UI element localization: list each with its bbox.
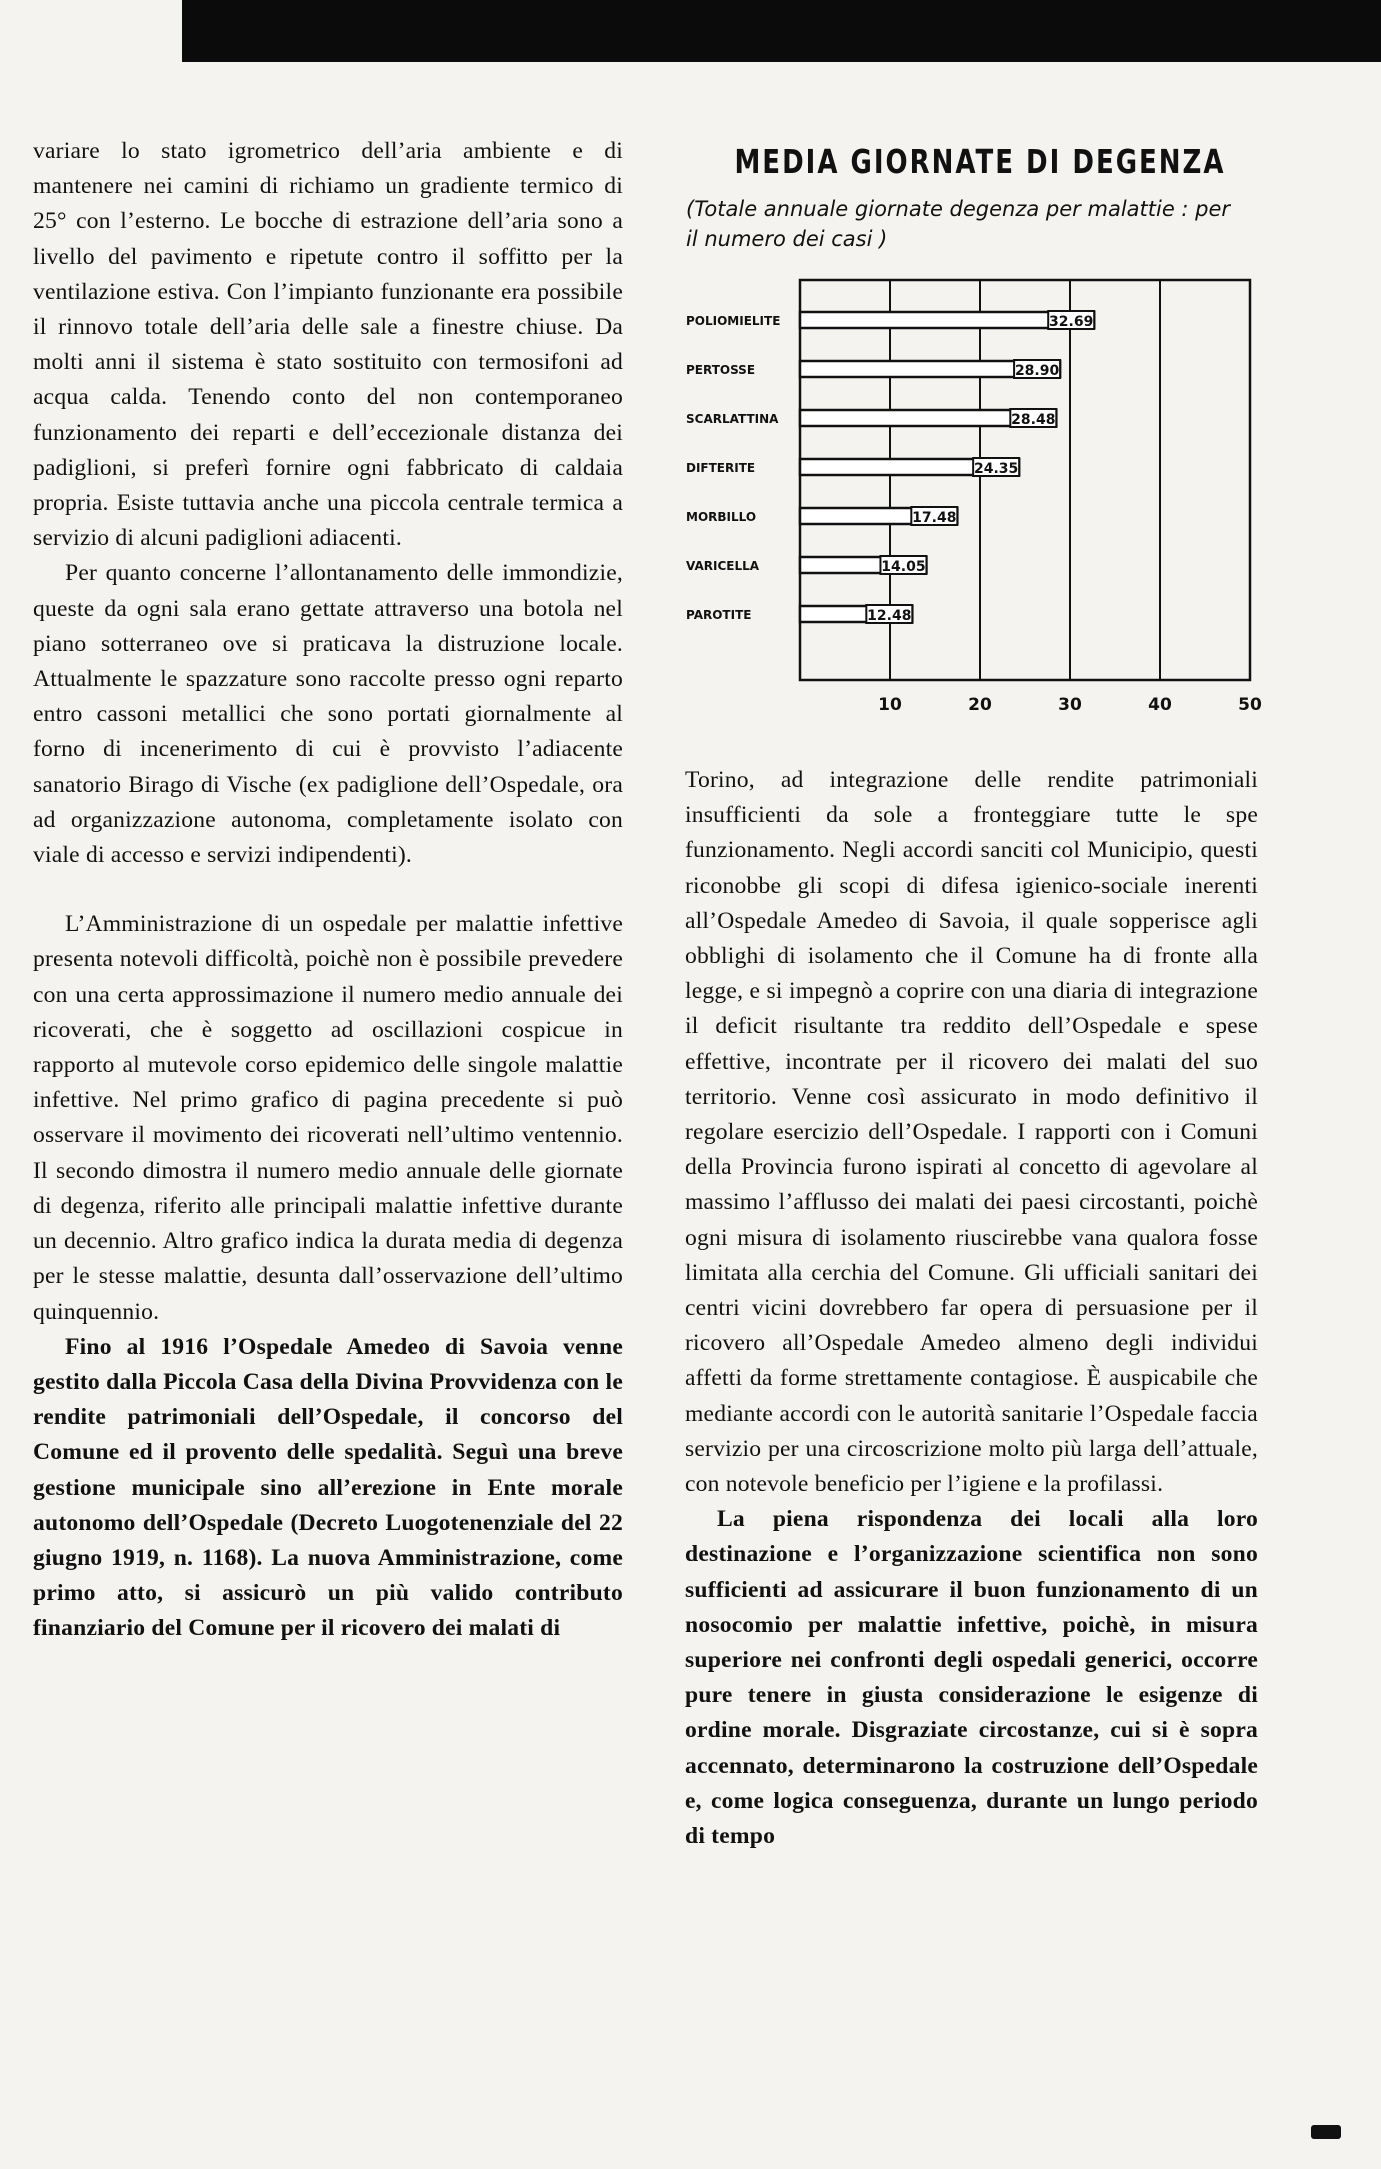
x-tick-label: 10 [878,695,902,715]
value-label: 17.48 [912,510,957,526]
value-label: 14.05 [881,559,926,575]
page-number-mark [1311,2125,1341,2139]
x-tick-label: 50 [1238,695,1262,715]
paragraph: Fino al 1916 l’Ospedale Amedeo di Savoia venne gestito dalla Piccola Casa della Divina Provvidenza con le rendite patrimoniali dell’Ospedale, il concorso del Comune ed il provento delle spedalità. Seguì una breve gestione municipale sino all’erezione in Ente morale autonomo dell’Ospedale (Decreto Luogotenenziale del 22 giugno 1919, n. 1168). La nuova Amministrazione, come primo atto, si assicurò un più valido contributo finanziario del Comune per il ricovero dei malati di [33,1333,623,1642]
value-label: 32.69 [1049,314,1094,330]
paragraph: variare lo stato igrometrico dell’aria ambiente e di mantenere nei camini di richiamo un gradiente termico di 25° con l’esterno. Le bocche di estrazione dell’aria sono a livello del pavimento e ripetute contro il soffitto per la ventilazione estiva. Con l’impianto funzionante era possibile il rinnovo totale dell’aria delle sale a finestre chiuse. Da molti anni il sistema è stato sostituito con termosifoni ad acqua calda. Tenendo conto del non contemporaneo funzionamento dei reparti e dell’eccezionale distanza dei padiglioni, si preferì fornire ogni fabbricato di caldaia propria. Esiste tuttavia anche una piccola centrale termica a servizio di alcuni padiglioni adiacenti. [33,138,623,552]
value-label: 12.48 [867,608,912,624]
paragraph: L’Amministrazione di un ospedale per malattie infettive presenta notevoli difficoltà, poichè non è possibile prevedere con una certa approssimazione il numero medio annuale dei ricoverati, che è soggetto ad oscillazioni cospicue in rapporto al mutevole corso epidemico delle singole malattie infettive. Nel primo grafico di pagina precedente si può osservare il movimento dei ricoverati nell’ultimo ventennio. Il secondo dimostra il numero medio annuale delle giornate di degenza, riferito alle principali malattie infettive durante un decennio. Altro grafico indica la durata media di degenza per le stesse malattie, desunta dall’osservazione dell’ultimo quinquennio. [33,911,623,1325]
chart-title: MEDIA GIORNATE DI DEGENZA [734,144,1226,182]
paragraph: Torino, ad integrazione delle rendite patrimoniali insufficienti da sole a fronteggiare tutte le spe funzionamento. Negli accordi sanciti col Municipio, questi riconobbe gli scopi di difesa igienico-sociale inerenti all’Ospedale Amedeo di Savoia, il quale sopperisce agli obblighi di isolamento che il Comune ha di fronte alla legge, e si impegnò a coprire con una diaria di integrazione il deficit risultante tra reddito dell’Ospedale e spese effettive, incontrate per il ricovero dei malati del suo territorio. Venne così assicurato in modo definitivo il regolare esercizio dell’Ospedale. I rapporti con i Comuni della Provincia furono ispirati al concetto di agevolare al massimo l’afflusso dei malati dei paesi circostanti, poichè ogni misura di isolamento riuscirebbe vana qualora fosse limitata alla cerchia del Comune. Gli ufficiali sanitari dei centri vicini dovrebbero far opera di persuasione per il ricovero all’Ospedale Amedeo almeno degli individui affetti da forme strettamente contagiose. È auspicabile che mediante accordi con le autorità sanitarie l’Ospedale faccia servizio per una circoscrizione molto più larga dell’attuale, con notevole beneficio per l’igiene e la profilassi. [685,767,1258,1498]
category-label: VARICELLA [686,559,760,573]
top-black-band [0,0,1381,62]
category-label: PAROTITE [686,608,752,622]
right-text-column [685,763,1258,1854]
x-tick-label: 40 [1148,695,1172,715]
category-label: PERTOSSE [686,363,756,377]
category-label: POLIOMIELITE [686,314,781,328]
x-tick-label: 20 [968,695,992,715]
left-text-column [33,134,623,1647]
category-label: SCARLATTINA [686,412,779,426]
value-label: 24.35 [974,461,1019,477]
category-label: DIFTERITE [686,461,756,475]
paragraph: La piena rispondenza dei locali alla loro destinazione e l’organizzazione scientifica non sono sufficienti ad assicurare il buon funzionamento di un nosocomio per malattie infettive, poichè, in misura superiore nei confronti degli ospedali generici, occorre pure tenere in giusta considerazione le esigenze di ordine morale. Disgraziate circostanze, cui si è sopra accennato, determinarono la costruzione dell’Ospedale e, come logica conseguenza, durante un lungo periodo di tempo [685,1506,1258,1850]
category-label: MORBILLO [686,510,757,524]
top-page-notch [0,0,182,62]
value-label: 28.48 [1011,412,1056,428]
degenza-chart [680,140,1280,720]
value-label: 28.90 [1014,363,1060,379]
chart-subtitle: (Totale annuale giornate degenza per malattie : per il numero dei casi ) [686,197,1231,251]
x-tick-label: 30 [1058,695,1082,715]
chart-canvas [680,140,1280,720]
paragraph: Per quanto concerne l’allontanamento delle immondizie, queste da ogni sala erano gettate attraverso una botola nel piano sotterraneo ove si praticava la distruzione locale. Attualmente le spazzature sono raccolte presso ogni reparto entro cassoni metallici che sono portati giornalmente al forno di incenerimento di cui è provvisto l’adiacente sanatorio Birago di Vische (ex padiglione dell’Ospedale, ora ad organizzazione autonoma, completamente isolato con viale di accesso e servizi indipendenti). [33,560,623,869]
